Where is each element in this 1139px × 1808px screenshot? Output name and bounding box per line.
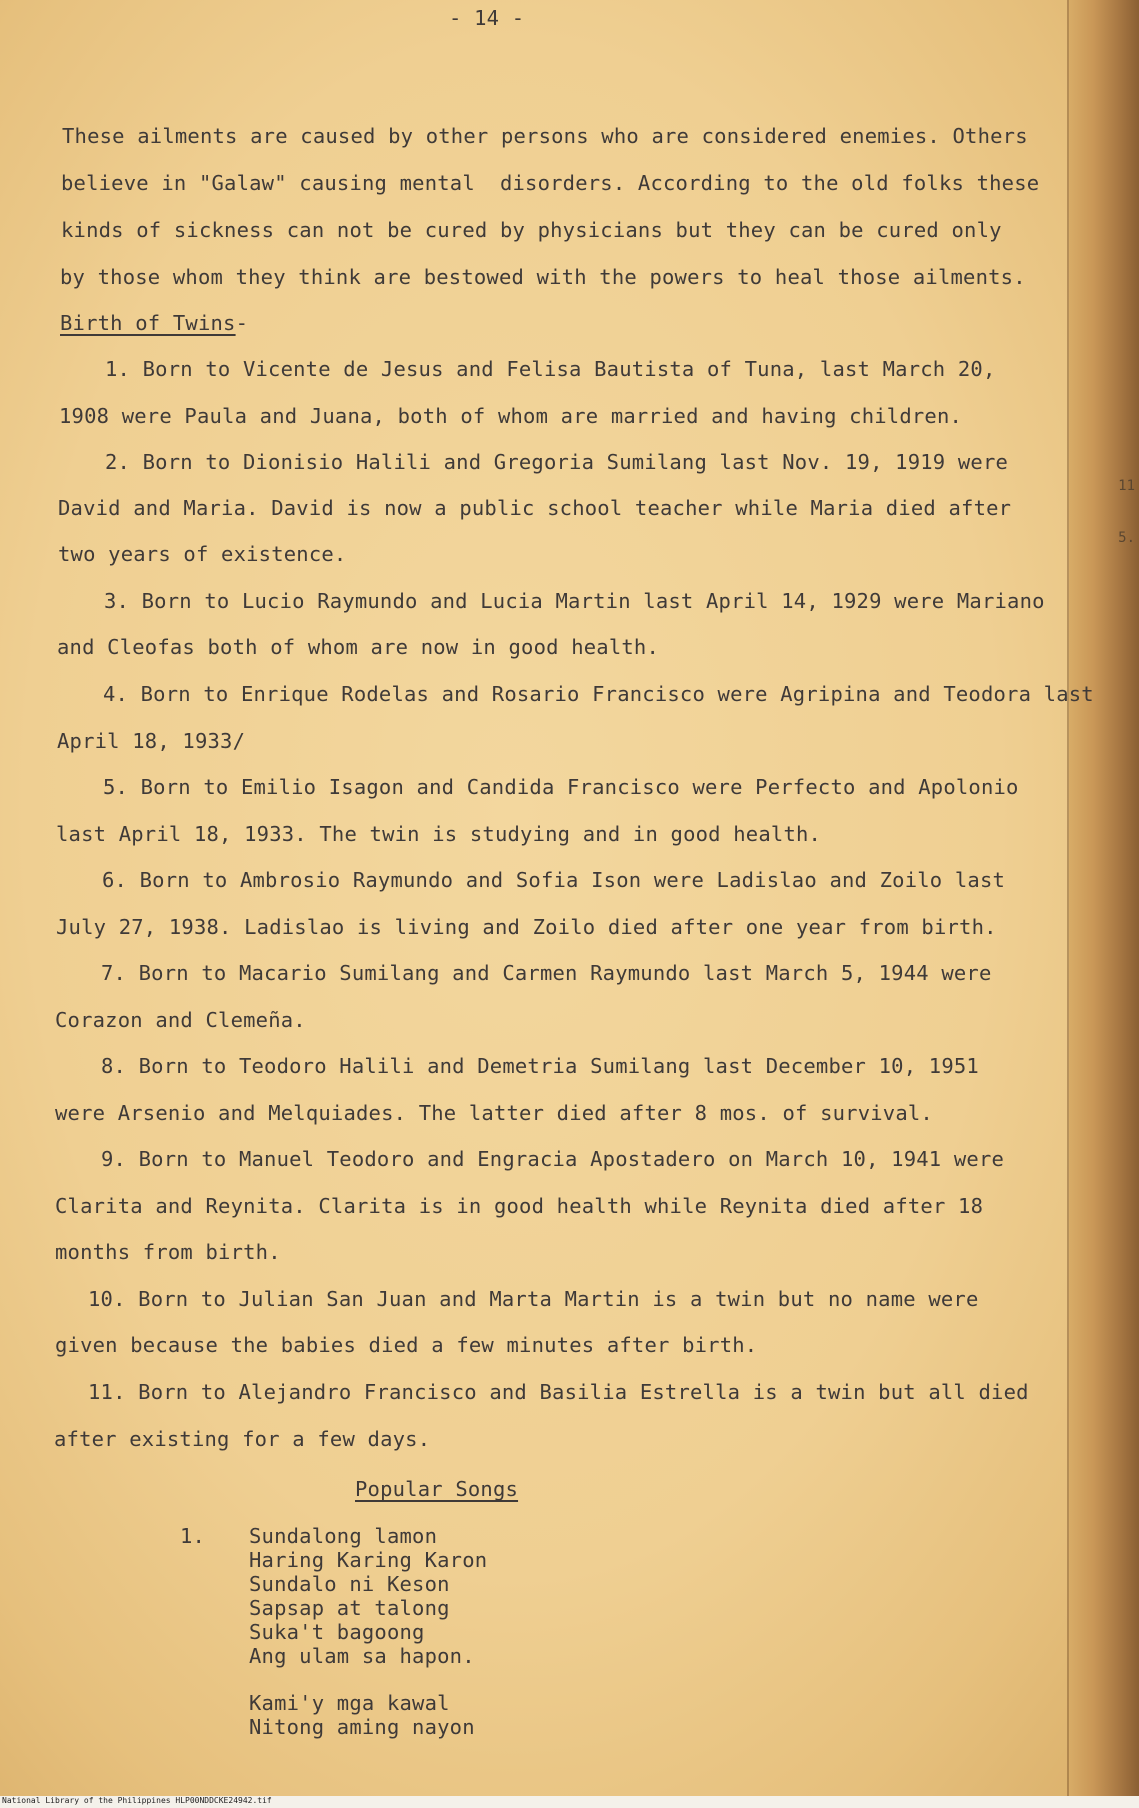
- twin-entry-line: 2. Born to Dionisio Halili and Gregoria Sumilang last Nov. 19, 1919 were: [105, 450, 1009, 474]
- twin-entry-line: 9. Born to Manuel Teodoro and Engracia Apostadero on March 10, 1941 were: [101, 1147, 1005, 1171]
- song-number: 1.: [180, 1524, 206, 1548]
- twin-entry-line: and Cleofas both of whom are now in good health.: [57, 635, 660, 659]
- song-line: Kami'y mga kawal: [249, 1691, 450, 1715]
- twin-entry-line: 10. Born to Julian San Juan and Marta Martin is a twin but no name were: [88, 1287, 979, 1311]
- twin-entry-line: 11. Born to Alejandro Francisco and Basilia Estrella is a twin but all died: [88, 1380, 1029, 1404]
- edge-mark: 5.: [1118, 530, 1135, 546]
- heading-suffix: -: [235, 311, 249, 335]
- twin-entry-line: 5. Born to Emilio Isagon and Candida Francisco were Perfecto and Apolonio: [103, 775, 1019, 799]
- twin-entry-line: April 18, 1933/: [57, 729, 246, 753]
- twin-entry-line: given because the babies died a few minutes after birth.: [55, 1333, 758, 1357]
- footer-caption: National Library of the Philippines HLP00NDDCKE24942.tif: [2, 1796, 272, 1805]
- song-line: Suka't bagoong: [249, 1620, 425, 1644]
- song-line: Ang ulam sa hapon.: [249, 1644, 475, 1668]
- twin-entry-line: 6. Born to Ambrosio Raymundo and Sofia Ison were Ladislao and Zoilo last: [102, 868, 1006, 892]
- twin-entry-line: 4. Born to Enrique Rodelas and Rosario Francisco were Agripina and Teodora last: [103, 682, 1094, 706]
- twin-entry-line: Corazon and Clemeña.: [55, 1008, 306, 1032]
- paragraph-line: kinds of sickness can not be cured by physicians but they can be cured only: [61, 218, 1002, 242]
- twin-entry-line: 7. Born to Macario Sumilang and Carmen Raymundo last March 5, 1944 were: [101, 961, 992, 985]
- song-line: Haring Karing Karon: [249, 1548, 488, 1572]
- scan-footer: [0, 1796, 1139, 1808]
- paragraph-line: believe in "Galaw" causing mental disorders. According to the old folks these: [61, 171, 1040, 195]
- page-binding: [1069, 0, 1139, 1796]
- twin-entry-line: 8. Born to Teodoro Halili and Demetria Sumilang last December 10, 1951: [101, 1054, 979, 1078]
- edge-mark: 11: [1118, 478, 1135, 494]
- twin-entry-line: 1908 were Paula and Juana, both of whom are married and having children.: [59, 404, 963, 428]
- song-line: Nitong aming nayon: [249, 1715, 475, 1739]
- song-line: Sundalong lamon: [249, 1524, 438, 1548]
- twin-entry-line: July 27, 1938. Ladislao is living and Zoilo died after one year from birth.: [56, 915, 997, 939]
- twin-entry-line: after existing for a few days.: [54, 1427, 431, 1451]
- song-line: Sapsap at talong: [249, 1596, 450, 1620]
- heading-songs: Popular Songs: [355, 1477, 519, 1501]
- paragraph-line: These ailments are caused by other persons who are considered enemies. Others: [62, 124, 1028, 148]
- twin-entry-line: 3. Born to Lucio Raymundo and Lucia Martin last April 14, 1929 were Mariano: [104, 589, 1045, 613]
- section-heading: [60, 311, 248, 335]
- heading-twins: Birth of Twins: [60, 311, 236, 335]
- twin-entry-line: months from birth.: [55, 1240, 281, 1264]
- twin-entry-line: 1. Born to Vicente de Jesus and Felisa Bautista of Tuna, last March 20,: [105, 357, 996, 381]
- twin-entry-line: were Arsenio and Melquiades. The latter died after 8 mos. of survival.: [55, 1101, 933, 1125]
- twin-entry-line: Clarita and Reynita. Clarita is in good health while Reynita died after 18: [55, 1194, 984, 1218]
- paragraph-line: by those whom they think are bestowed with the powers to heal those ailments.: [60, 265, 1026, 289]
- twin-entry-line: David and Maria. David is now a public school teacher while Maria died after: [58, 496, 1012, 520]
- twin-entry-line: last April 18, 1933. The twin is studying and in good health.: [56, 822, 822, 846]
- song-line: Sundalo ni Keson: [249, 1572, 450, 1596]
- page-number: - 14 -: [449, 6, 525, 30]
- twin-entry-line: two years of existence.: [58, 542, 347, 566]
